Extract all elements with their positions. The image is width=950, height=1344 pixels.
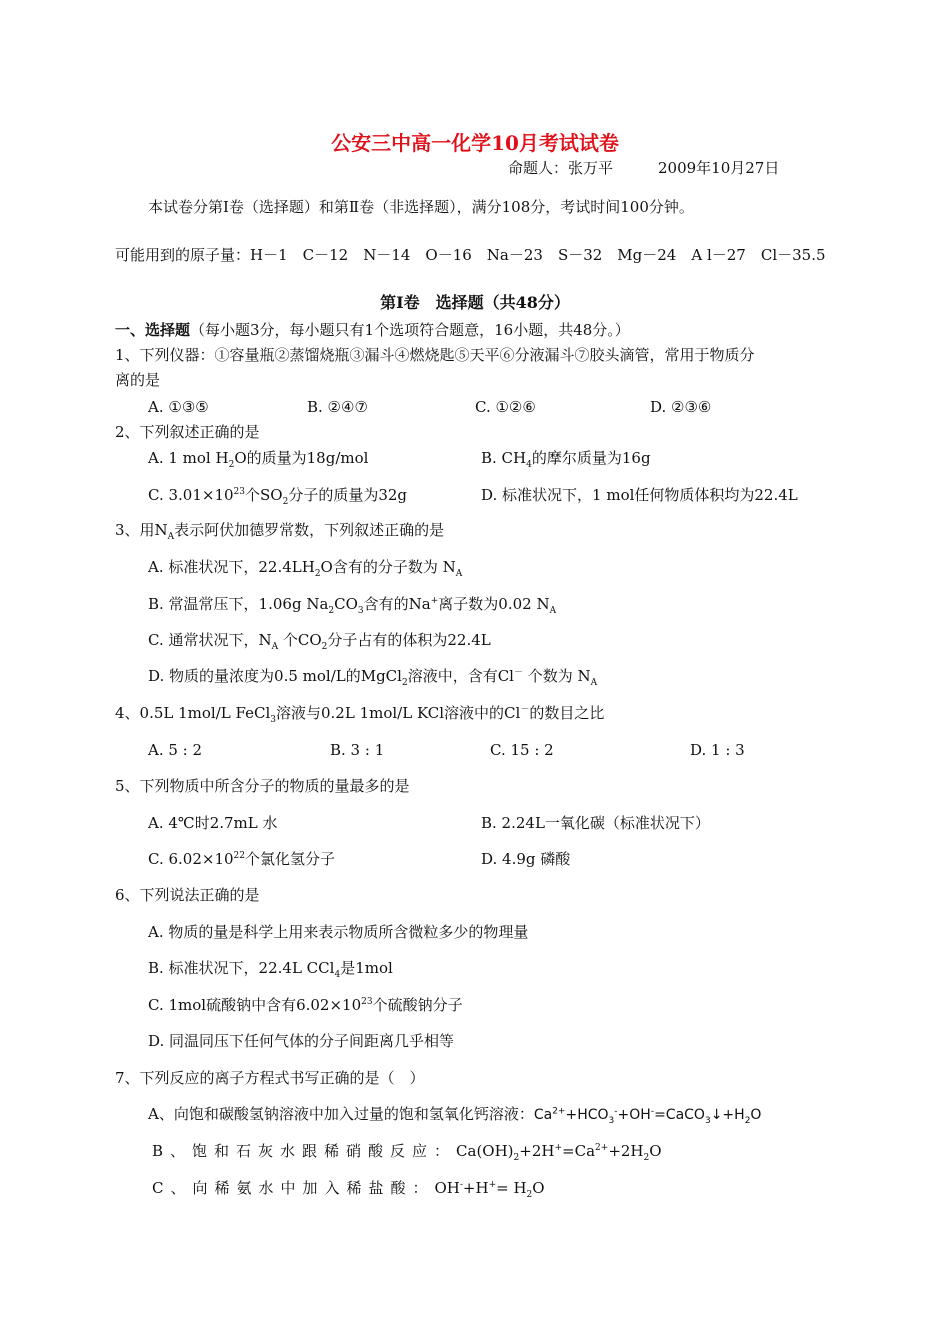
q4-option-c: C. 15 : 2 <box>490 741 554 759</box>
part-heading <box>115 320 630 340</box>
page-title: 公安三中高一化学10月考试试卷 <box>331 131 619 155</box>
q5-option-a: A. 4℃时2.7mL 水 <box>148 814 278 832</box>
atomic-masses: 可能用到的原子量：H－1 C－12 N－14 O－16 Na－23 S－32 Mg－24 A l－27 Cl－35.5 <box>115 246 826 264</box>
q1-option-a: A. ①③⑤ <box>148 398 209 416</box>
q5-option-b: B. 2.24L一氧化碳（标准状况下） <box>481 814 710 832</box>
q1-option-b: B. ②④⑦ <box>307 398 368 416</box>
q7-option-c: C、向稀氨水中加入稀盐酸：$OH^-+H^+= H_2O$ <box>152 1179 545 1200</box>
q7-option-a: A、向饱和碳酸氢钠溶液中加入过量的饱和氢氧化钙溶液：$Ca^{2+}+HCO_3^-+OH^-=CaCO_3↓+H_2O$ <box>148 1105 762 1126</box>
q7-stem: 7、下列反应的离子方程式书写正确的是（ ） <box>115 1069 425 1087</box>
intro-text: 本试卷分第Ⅰ卷（选择题）和第Ⅱ卷（非选择题），满分108分，考试时间100分钟。 <box>148 198 694 216</box>
q6-stem: 6、下列说法正确的是 <box>115 886 260 904</box>
q6-option-d: D. 同温同压下任何气体的分子间距离几乎相等 <box>148 1032 455 1050</box>
q1-option-d: D. ②③⑥ <box>650 398 712 416</box>
q1-stem-line2: 离的是 <box>115 371 161 389</box>
q3-option-d: D. 物质的量浓度为0.5 mol/L的MgCl$_2$溶液中，含有Cl－ 个数为 $N_A$ <box>148 667 598 688</box>
section-title: 第Ⅰ卷 选择题（共48分） <box>380 293 570 312</box>
q2-option-a: A. 1 mol $H_2O$的质量为18g/mol <box>148 449 369 470</box>
q3-option-b: B. 常温常压下，1.06g $Na_2CO_3$含有的Na+离子数为0.02 $N_A$ <box>148 595 557 616</box>
q4-option-d: D. 1 : 3 <box>690 741 745 759</box>
q2-option-b: B. $CH_4$的摩尔质量为16g <box>481 449 651 470</box>
author-line: 命题人：张万平 2009年10月27日 <box>508 159 780 177</box>
q6-option-c: C. 1mol硫酸钠中含有$6.02\times 10^{23}$个硫酸钠分子 <box>148 996 463 1014</box>
q4-option-a: A. 5 : 2 <box>148 741 203 759</box>
q1-stem-line1: 1、下列仪器：①容量瓶②蒸馏烧瓶③漏斗④燃烧匙⑤天平⑥分液漏斗⑦胶头滴管，常用于物质分 <box>115 346 755 364</box>
q4-option-b: B. 3 : 1 <box>330 741 385 759</box>
q3-option-a: A. 标准状况下，$22.4LH_2O$含有的分子数为 $N_A$ <box>148 558 463 579</box>
q6-option-a: A. 物质的量是科学上用来表示物质所含微粒多少的物理量 <box>148 923 529 941</box>
q5-option-c: C. $6.02\times 10^{22}$个氯化氢分子 <box>148 850 336 868</box>
part-note: （每小题3分，每小题只有1个选项符合题意，16小题，共48分。） <box>190 321 630 339</box>
q1-option-c: C. ①②⑥ <box>475 398 536 416</box>
q5-stem: 5、下列物质中所含分子的物质的量最多的是 <box>115 777 410 795</box>
q2-stem: 2、下列叙述正确的是 <box>115 423 260 441</box>
part-label: 一、选择题 <box>115 321 191 339</box>
q2-option-d: D. 标准状况下，1 mol任何物质体积均为22.4L <box>481 486 798 504</box>
q4-stem: 4、0.5L 1mol/L FeCl$_3$溶液与0.2L 1mol/L KCl溶液中的Cl－的数目之比 <box>115 704 605 725</box>
q7-option-b: B、饱和石灰水跟稀硝酸反应：$Ca(OH)_2+2H^+=Ca^{2+}+2H_2O$ <box>152 1142 662 1163</box>
q2-option-c: C. $3.01\times 10^{23}$个$SO_2$分子的质量为32g <box>148 486 408 507</box>
q6-option-b: B. 标准状况下，22.4L CCl$_4$是1mol <box>148 959 393 980</box>
q5-option-d: D. 4.9g 磷酸 <box>481 850 571 868</box>
q3-option-c: C. 通常状况下，$N_A$ 个$CO_2$分子占有的体积为22.4L <box>148 631 491 652</box>
q3-stem: 3、用$N_A$表示阿伏加德罗常数，下列叙述正确的是 <box>115 521 445 542</box>
